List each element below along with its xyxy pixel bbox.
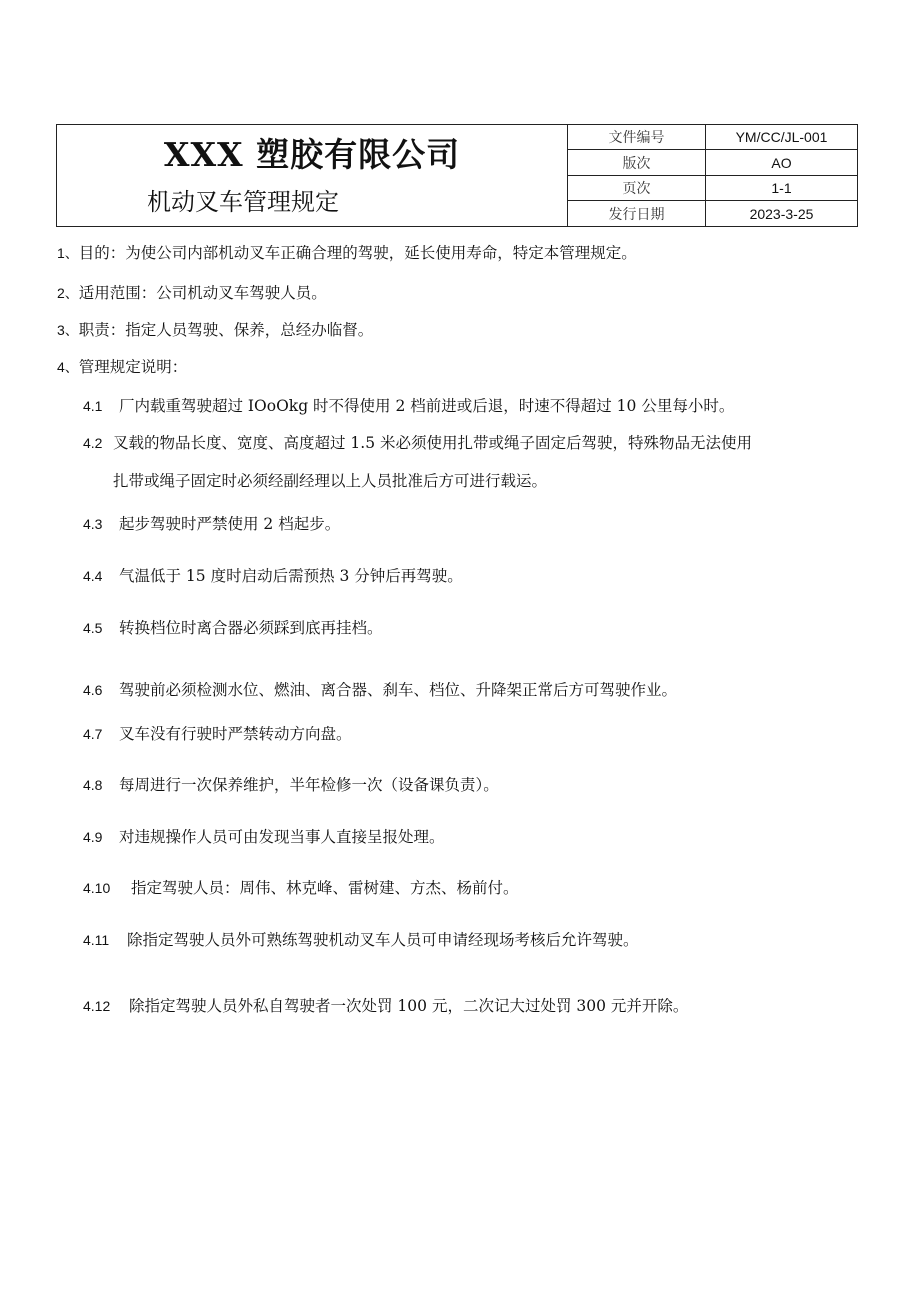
section-rules [57,357,187,377]
rule-item [83,433,752,453]
document-title: 机动叉车管理规定 [147,188,339,216]
document-meta-table [568,125,857,226]
rule-item [83,930,639,950]
document-header [56,124,858,227]
section-purpose [57,243,637,263]
rule-text: 除指定驾驶人员外私自驾驶者一次处罚 100 元，二次记大过处罚 300 元并开除。 [129,997,689,1015]
header-title-block [57,125,568,226]
meta-label: 文件编号 [568,125,706,150]
rule-number: 4.3 [83,516,103,532]
rule-number: 4.11 [83,932,110,948]
rule-number: 4.1 [83,398,103,414]
rule-number: 4.6 [83,682,103,698]
section-text: 目的：为使公司内部机动叉车正确合理的驾驶，延长使用寿命，特定本管理规定。 [78,244,637,262]
meta-value: 2023-3-25 [749,205,814,222]
rule-text: 转换档位时离合器必须踩到底再挂档。 [119,619,383,637]
meta-label: 页次 [568,175,706,201]
rule-text: 每周进行一次保养维护，半年检修一次（设备课负责）。 [119,776,499,794]
rule-text: 对违规操作人员可由发现当事人直接呈报处理。 [119,828,445,846]
rule-item [83,680,677,700]
section-scope [57,283,327,303]
meta-label: 版次 [568,150,706,176]
section-text: 管理规定说明： [78,358,188,376]
rule-item [83,724,352,744]
meta-row-doc-number [568,125,857,150]
rule-item [83,878,519,898]
rule-text: 气温低于 15 度时启动后需预热 3 分钟后再驾驶。 [119,567,463,585]
rule-number: 4.9 [83,829,103,845]
meta-row-page [568,175,857,201]
section-number: 3、 [57,322,79,338]
section-number: 1、 [57,245,79,261]
rule-item [83,566,463,586]
company-name: XXX 塑胶有限公司 [163,135,461,174]
section-number: 2、 [57,285,79,301]
rule-number: 4.7 [83,726,103,742]
rule-item [83,827,445,847]
rule-number: 4.12 [83,998,111,1014]
meta-row-version [568,150,857,176]
rule-number: 4.10 [83,880,111,896]
section-text: 职责：指定人员驾驶、保养，总经办临督。 [78,321,374,339]
rule-item [83,514,340,534]
rule-number: 4.5 [83,620,103,636]
meta-value: AO [706,150,858,176]
meta-value: YM/CC/JL-001 [706,125,858,150]
meta-row-issue-date [568,201,857,226]
rule-text: 叉车没有行驶时严禁转动方向盘。 [119,725,352,743]
rule-item [83,775,499,795]
rule-text: 指定驾驶人员：周伟、林克峰、雷树建、方杰、杨前付。 [131,879,519,897]
rule-text-continuation: 扎带或绳子固定时必须经副经理以上人员批准后方可进行载运。 [113,472,548,490]
rule-text: 除指定驾驶人员外可熟练驾驶机动叉车人员可申请经现场考核后允许驾驶。 [127,931,639,949]
section-number: 4、 [57,359,79,375]
rule-item [83,396,734,416]
meta-value: 1-1 [706,175,858,201]
rule-number: 4.4 [83,568,103,584]
rule-item [83,996,688,1016]
rule-number: 4.2 [83,435,103,451]
rule-text: 叉载的物品长度、宽度、高度超过 1.5 米必须使用扎带或绳子固定后驾驶，特殊物品无法使用 [113,434,753,452]
rule-text: 起步驾驶时严禁使用 2 档起步。 [119,515,341,533]
section-text: 适用范围：公司机动叉车驾驶人员。 [78,284,327,302]
meta-label: 发行日期 [568,201,706,226]
rule-text: 厂内载重驾驶超过 IOoOkg 时不得使用 2 档前进或后退，时速不得超过 10 公里每小时。 [119,397,735,415]
rule-item [83,618,383,638]
section-responsibility [57,320,373,340]
rule-text: 驾驶前必须检测水位、燃油、离合器、刹车、档位、升降架正常后方可驾驶作业。 [119,681,678,699]
rule-number: 4.8 [83,777,103,793]
